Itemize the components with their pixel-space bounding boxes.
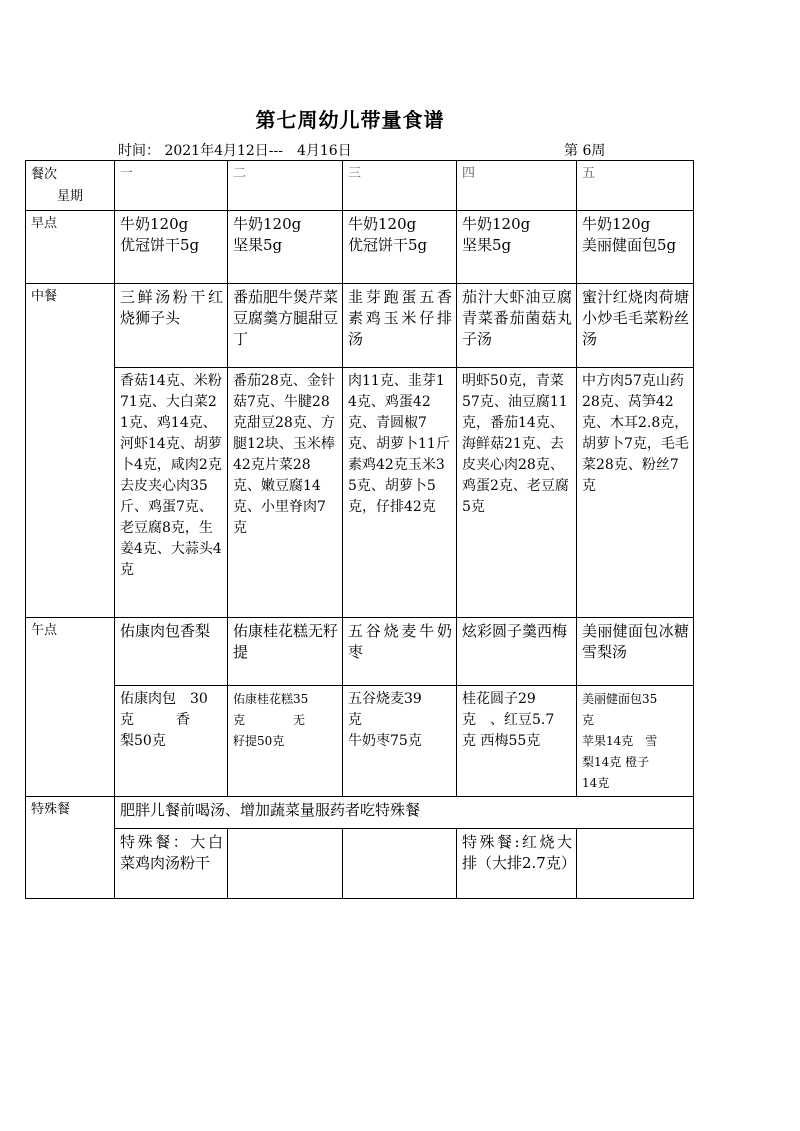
- breakfast-cell: [343, 211, 457, 284]
- special-note-row: [26, 797, 694, 829]
- breakfast-row: [26, 211, 694, 284]
- snack-ingredients: [577, 686, 694, 797]
- time-range: [118, 140, 352, 160]
- snack-ingredient-line: 籽提50克: [233, 734, 285, 748]
- lunch-dish: 韭芽跑蛋五香素鸡玉米仔排汤: [343, 284, 457, 368]
- week-number: 第 6周: [564, 143, 606, 159]
- snack-ingredient-line: 克 香: [120, 712, 190, 728]
- lunch-ingredient-row: [26, 368, 694, 618]
- menu-table: [25, 160, 694, 899]
- snack-ingredient-line: 克: [348, 712, 362, 728]
- breakfast-cell: [457, 211, 577, 284]
- breakfast-item: 牛奶120g: [233, 215, 302, 233]
- corner-day-label: 星期: [57, 189, 84, 204]
- snack-ingredient-line: 克: [582, 713, 595, 727]
- snack-ingredient-line: 佑康桂花糕35: [233, 692, 309, 706]
- snack-dish: 佑康桂花糕无籽提: [228, 618, 343, 686]
- snack-ingredient-line: 14克: [582, 776, 610, 790]
- lunch-ingredients: 肉11克、韭芽14克、鸡蛋42克、青圆椒7克、胡萝卜11斤素鸡42克玉米35克、胡萝卜5克，仔排42克: [343, 368, 457, 618]
- snack-ingredients: [343, 686, 457, 797]
- breakfast-item: 坚果5g: [462, 236, 512, 254]
- page-title: 第七周幼儿带量食谱: [255, 108, 445, 132]
- time-label: 时间：: [118, 143, 160, 159]
- header-row: [26, 161, 694, 211]
- corner-meal-label: 餐次: [31, 167, 58, 182]
- snack-dish: 佑康肉包香梨: [115, 618, 228, 686]
- breakfast-item: 美丽健面包5g: [582, 236, 677, 254]
- breakfast-cell: [577, 211, 694, 284]
- lunch-dish: 茄汁大虾油豆腐青菜番茄菌菇丸子汤: [457, 284, 577, 368]
- lunch-dish: 蜜汁红烧肉荷塘小炒毛毛菜粉丝汤: [577, 284, 694, 368]
- lunch-dish: 番茄肥牛煲芹菜豆腐羹方腿甜豆丁: [228, 284, 343, 368]
- meal-label-snack: 午点: [26, 618, 115, 686]
- meal-label-special: 特殊餐: [26, 797, 115, 829]
- snack-ingredient-line: 苹果14克 雪: [582, 734, 658, 748]
- special-item-row: [26, 829, 694, 899]
- snack-ingredient-line: 佑康肉包 30: [120, 691, 208, 707]
- day-header-1: 一: [115, 161, 228, 211]
- lunch-ingredients: 明虾50克，青菜57克、油豆腐11克，番茄14克、海鲜菇21克、去皮夹心肉28克、鸡蛋2克、老豆腐5克: [457, 368, 577, 618]
- breakfast-item: 牛奶120g: [348, 215, 417, 233]
- breakfast-item: 牛奶120g: [582, 215, 651, 233]
- lunch-ingredients: 番茄28克、金针菇7克、牛腱28克甜豆28克、方腿12块、玉米棒42克片菜28克、嫩豆腐14克、小里脊肉7克: [228, 368, 343, 618]
- lunch-ingredients: 中方肉57克山药28克、莴笋42克、木耳2.8克，胡萝卜7克，毛毛菜28克、粉丝7克: [577, 368, 694, 618]
- snack-label-spacer: [26, 686, 115, 797]
- lunch-label-spacer: [26, 368, 115, 618]
- snack-ingredient-line: 美丽健面包35: [582, 692, 658, 706]
- breakfast-cell: [115, 211, 228, 284]
- special-item: [577, 829, 694, 899]
- breakfast-cell: [228, 211, 343, 284]
- day-header-2: 二: [228, 161, 343, 211]
- snack-ingredient-line: 梨50克: [120, 733, 166, 749]
- breakfast-item: 牛奶120g: [120, 215, 189, 233]
- snack-ingredient-line: 克 、红豆5.7: [462, 712, 555, 728]
- breakfast-item: 优冠饼干5g: [120, 236, 200, 254]
- snack-ingredients: [115, 686, 228, 797]
- breakfast-item: 坚果5g: [233, 236, 283, 254]
- snack-ingredient-line: 牛奶枣75克: [348, 733, 422, 749]
- snack-ingredient-row: [26, 686, 694, 797]
- snack-ingredient-line: 克 无: [233, 713, 306, 727]
- special-item: 特殊餐:红烧大排（大排2.7克）: [457, 829, 577, 899]
- special-item: 特殊餐：大白菜鸡肉汤粉干: [115, 829, 228, 899]
- snack-ingredients: [228, 686, 343, 797]
- snack-ingredient-line: 五谷烧麦39: [348, 691, 422, 707]
- special-item: [228, 829, 343, 899]
- lunch-ingredients: 香菇14克、米粉71克、大白菜21克、鸡14克、河虾14克、胡萝卜4克，咸肉2克去皮夹心肉35斤、鸡蛋7克、老豆腐8克，生姜4克、大蒜头4克: [115, 368, 228, 618]
- meal-label-breakfast: 早点: [26, 211, 115, 284]
- day-header-5: 五: [577, 161, 694, 211]
- snack-dish: 炫彩圆子羹西梅: [457, 618, 577, 686]
- snack-ingredients: [457, 686, 577, 797]
- lunch-dish: 三鲜汤粉干红烧狮子头: [115, 284, 228, 368]
- snack-ingredient-line: 桂花圆子29: [462, 691, 536, 707]
- lunch-dish-row: [26, 284, 694, 368]
- day-header-3: 三: [343, 161, 457, 211]
- special-label-spacer: [26, 829, 115, 899]
- time-value: 2021年4月12日--- 4月16日: [164, 143, 352, 159]
- day-header-4: 四: [457, 161, 577, 211]
- breakfast-item: 牛奶120g: [462, 215, 531, 233]
- corner-cell: [26, 161, 115, 211]
- snack-ingredient-line: 克 西梅55克: [462, 733, 541, 749]
- snack-dish-row: [26, 618, 694, 686]
- snack-dish: 五谷烧麦牛奶枣: [343, 618, 457, 686]
- meal-label-lunch: 中餐: [26, 284, 115, 368]
- breakfast-item: 优冠饼干5g: [348, 236, 428, 254]
- special-item: [343, 829, 457, 899]
- special-note: 肥胖儿餐前喝汤、增加蔬菜量服药者吃特殊餐: [115, 797, 694, 829]
- snack-dish: 美丽健面包冰糖雪梨汤: [577, 618, 694, 686]
- snack-ingredient-line: 梨14克 橙子: [582, 755, 650, 769]
